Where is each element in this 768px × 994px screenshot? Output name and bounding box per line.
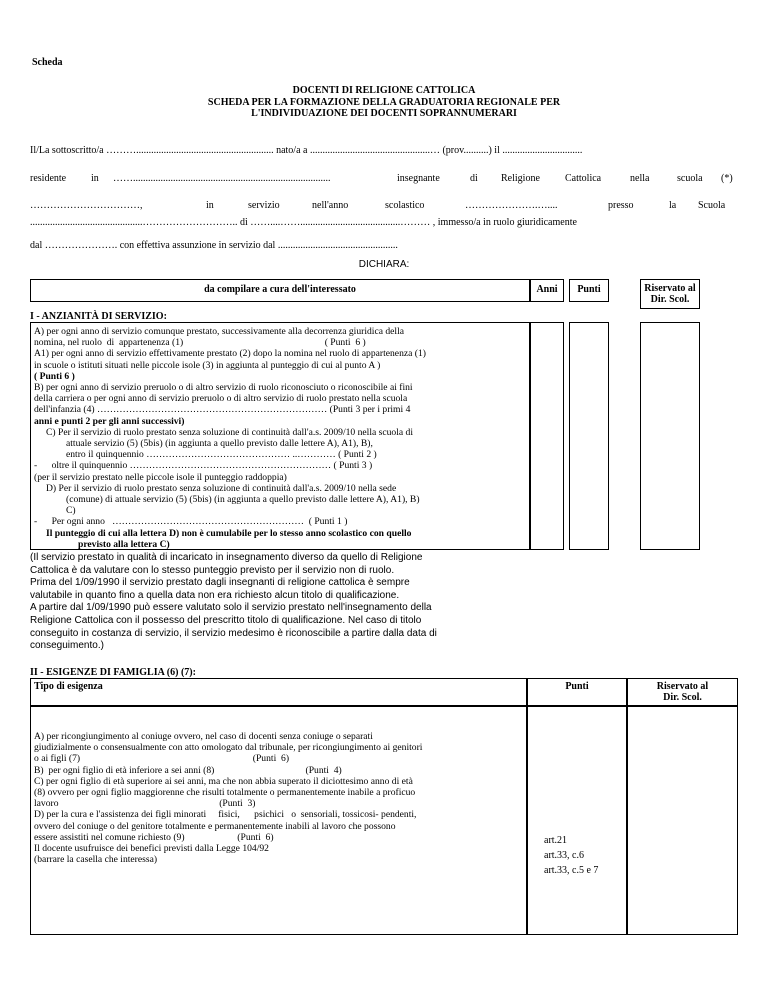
dichiara-heading: DICHIARA: [358, 259, 410, 270]
intro-line-1: Il/La sottoscritto/a ………....................................................... nato/a a ................................................… (prov..........) il ................................ [30, 145, 583, 156]
t1-line: - oltre il quinquennio ……………………………………………………… ( Punti 3 ) [34, 460, 373, 472]
intro-line-4: .............................................……………………….. di ……....……........................................……… , immesso/a in ruolo giuridicamente [30, 217, 577, 228]
t1-line: - Per ogni anno …………………………………………………… ( Punti 1 ) [34, 516, 348, 528]
intro-presso: presso [608, 200, 634, 211]
title-line-1: DOCENTI DI RELIGIONE CATTOLICA [292, 85, 476, 96]
table1-body-text [34, 326, 528, 550]
title-line-2: SCHEDA PER LA FORMAZIONE DELLA GRADUATORIA REGIONALE PER [207, 96, 561, 108]
intro-in: in [91, 173, 99, 184]
t2-line: C) per ogni figlio di età superiore ai sei anni, ma che non abbia superato il diciottesimo anno di età [34, 775, 413, 787]
t1-line: previsto alla lettera C) [78, 538, 170, 550]
table2-punti-column[interactable] [527, 706, 627, 935]
t1-line: D) Per il servizio di ruolo prestato senza soluzione di continuità dall'a.s. 2009/10 nella sede [46, 482, 397, 494]
t1-line: B) per ogni anno di servizio preruolo o di altro servizio di ruolo riconosciuto o riconoscibile ai fini [34, 382, 413, 394]
table1-header-riservato [640, 279, 700, 309]
table2-header-punti [527, 678, 627, 706]
art33c6-option[interactable]: art.33, c.6 [544, 850, 584, 861]
anni-input-column[interactable] [530, 322, 564, 550]
note-line: Religione Cattolica con il possesso del prescritto titolo di qualificazione. Nel caso di titolo [30, 614, 422, 626]
table1-note [30, 552, 530, 653]
intro-la: la [669, 200, 677, 211]
t1-line: ( Punti 6 ) [34, 370, 75, 382]
art33c5e7-option[interactable]: art.33, c.5 e 7 [544, 865, 599, 876]
t2-line: giudizialmente o consensualmente con atto omologato dal tribunale, per ricongiungimento ai genitori [34, 742, 423, 754]
t2-line: D) per la cura e l'assistenza dei figli minorati fisici, psichici o sensoriali, tossicosi- pendenti, [34, 809, 417, 821]
table1-header-anni [530, 279, 564, 302]
intro-di: di [470, 173, 478, 184]
intro-asterisk: (*) [721, 173, 733, 184]
section-1-title: I - ANZIANITÀ DI SERVIZIO: [30, 311, 167, 322]
table1-head-riserv-1: Riservato al [644, 283, 696, 294]
t1-line: (comune) di attuale servizio (5) (5bis) (in aggiunta a quello previsto dalle lettere A), A1), B) [66, 494, 420, 506]
art-checkbox-list[interactable] [544, 833, 598, 878]
table2-riservato-column [627, 706, 738, 935]
t1-line: anni e punti 2 per gli anni successivi) [34, 415, 185, 427]
t1-line: C) [66, 505, 76, 517]
t2-line: ovvero del coniuge o del genitore totalmente e permanentemente inabili al lavoro che possono [34, 820, 396, 832]
t2-line: B) per ogni figlio di età inferiore a sei anni (8) (Punti 4) [34, 764, 342, 776]
table2-head-riserv-2: Dir. Scol. [663, 692, 702, 703]
t1-line: nomina, nel ruolo di appartenenza (1) ( Punti 6 ) [34, 337, 366, 349]
note-line: Cattolica è da valutare con lo stesso punteggio previsto per il servizio non di ruolo. [30, 564, 395, 576]
table1-head-riserv [641, 283, 699, 305]
table2-head-punti-label: Punti [565, 681, 589, 692]
intro-cattolica: Cattolica [565, 173, 602, 184]
intro-in2: in [206, 200, 214, 211]
t2-line: o ai figli (7) (Punti 6) [34, 753, 290, 765]
punti-input-column[interactable] [569, 322, 609, 550]
note-line: Prima del 1/09/1990 il servizio prestato dagli insegnanti di religione cattolica è sempre [30, 577, 410, 589]
t1-line: dell'infanzia (4) ……………………………………………………………… (Punti 3 per i primi 4 [34, 404, 411, 416]
title-line-3: L'INDIVIDUAZIONE DEI DOCENTI SOPRANNUMERARI [251, 108, 517, 119]
table1-body-desc [30, 322, 530, 550]
t1-line: C) Per il servizio di ruolo prestato senza soluzione di continuità dall'a.s. 2009/10 nella scuola di [46, 426, 414, 438]
table1-header-desc [30, 279, 530, 302]
table2-head-tipo-label: Tipo di esigenza [34, 681, 103, 692]
intro-religione: Religione [501, 173, 540, 184]
art21-option[interactable]: art.21 [544, 835, 568, 846]
t2-line: lavoro (Punti 3) [34, 798, 256, 810]
table1-header-punti [569, 279, 609, 302]
t1-line: Il punteggio di cui alla lettera D) non è cumulabile per lo stesso anno scolastico con quello [46, 527, 412, 539]
t1-line: attuale servizio (5) (5bis) (in aggiunta a quello previsto dalle lettere A), A1), B), [66, 438, 373, 450]
t2-line: Il docente usufruisce dei benefici previsti dalla Legge 104/92 [34, 843, 269, 855]
table2-header-riservato [627, 678, 738, 706]
t1-line: A1) per ogni anno di servizio effettivamente prestato (2) dopo la nomina nel ruolo di appartenenza (1) [34, 348, 426, 360]
t2-line: (8) ovvero per ogni figlio maggiorenne che risulti totalmente o permanentemente inabile a proficuo [34, 787, 416, 799]
intro-scolastico: scolastico [385, 200, 425, 211]
t1-line: A) per ogni anno di servizio comunque prestato, successivamente alla decorrenza giuridica della [34, 326, 405, 337]
intro-insegnante: insegnante [397, 173, 440, 184]
page-title [0, 85, 768, 120]
intro-school-field: ……………………………, [30, 200, 143, 211]
table2-body-desc [30, 706, 527, 935]
t1-line: in scuole o istituti situati nelle piccole isole (3) in aggiunta al punteggio di cui al punto A ) [34, 359, 381, 371]
table1-head-riserv-2: Dir. Scol. [650, 294, 690, 305]
note-line: A partire dal 1/09/1990 può essere valutato solo il servizio prestato nell'insegnamento della [30, 602, 432, 614]
t1-line: entro il quinquennio ……………………………………… ..………… ( Punti 2 ) [66, 449, 377, 461]
note-line: conseguimento.) [30, 640, 104, 652]
t1-line: della carriera o per ogni anno di servizio preruolo o di altro servizio di ruolo prestato nella scuola [34, 393, 408, 405]
form-label: Scheda [32, 57, 63, 68]
t2-line: A) per ricongiungimento al coniuge ovvero, nel caso di docenti senza coniuge o separati [34, 731, 373, 742]
intro-year-field: ………………….….... [465, 200, 558, 211]
intro-nella: nella [630, 173, 650, 184]
table2-head-riserv [628, 681, 737, 703]
t2-line: essere assistiti nel comune richiesto (9) (Punti 6) [34, 831, 274, 843]
intro-servizio: servizio [248, 200, 280, 211]
table1-head-anni-label: Anni [536, 284, 558, 295]
riservato-input-column [640, 322, 700, 550]
table2-head-riserv-1: Riservato al [656, 681, 709, 692]
table1-head-desc-label: da compilare a cura dell'interessato [204, 284, 356, 295]
table2-header-tipo [30, 678, 527, 706]
table2-body-text [34, 731, 525, 865]
note-line: valutabile in quanto fino a quella data non era richiesto alcun titolo di qualificazione. [30, 589, 400, 601]
note-line: (Il servizio prestato in qualità di incaricato in insegnamento diverso da quello di Religione [30, 552, 423, 563]
intro-scuola2: Scuola [698, 200, 726, 211]
note-line: conseguito in costanza di servizio, il servizio medesimo è riconoscibile a partire dalla data di [30, 627, 437, 639]
t2-line: (barrare la casella che interessa) [34, 854, 158, 866]
intro-residence-field: ……............................................................................... [113, 173, 331, 184]
t1-line: (per il servizio prestato nelle piccole isole il punteggio raddoppia) [34, 471, 287, 483]
intro-scuola: scuola [677, 173, 703, 184]
intro-residente: residente [30, 173, 67, 184]
intro-nellanno: nell'anno [312, 200, 349, 211]
intro-line-5: dal …………………. con effettiva assunzione in servizio dal ................................................ [30, 240, 398, 251]
section-2-title: II - ESIGENZE DI FAMIGLIA (6) (7): [30, 667, 196, 678]
table1-head-punti-label: Punti [577, 284, 601, 295]
